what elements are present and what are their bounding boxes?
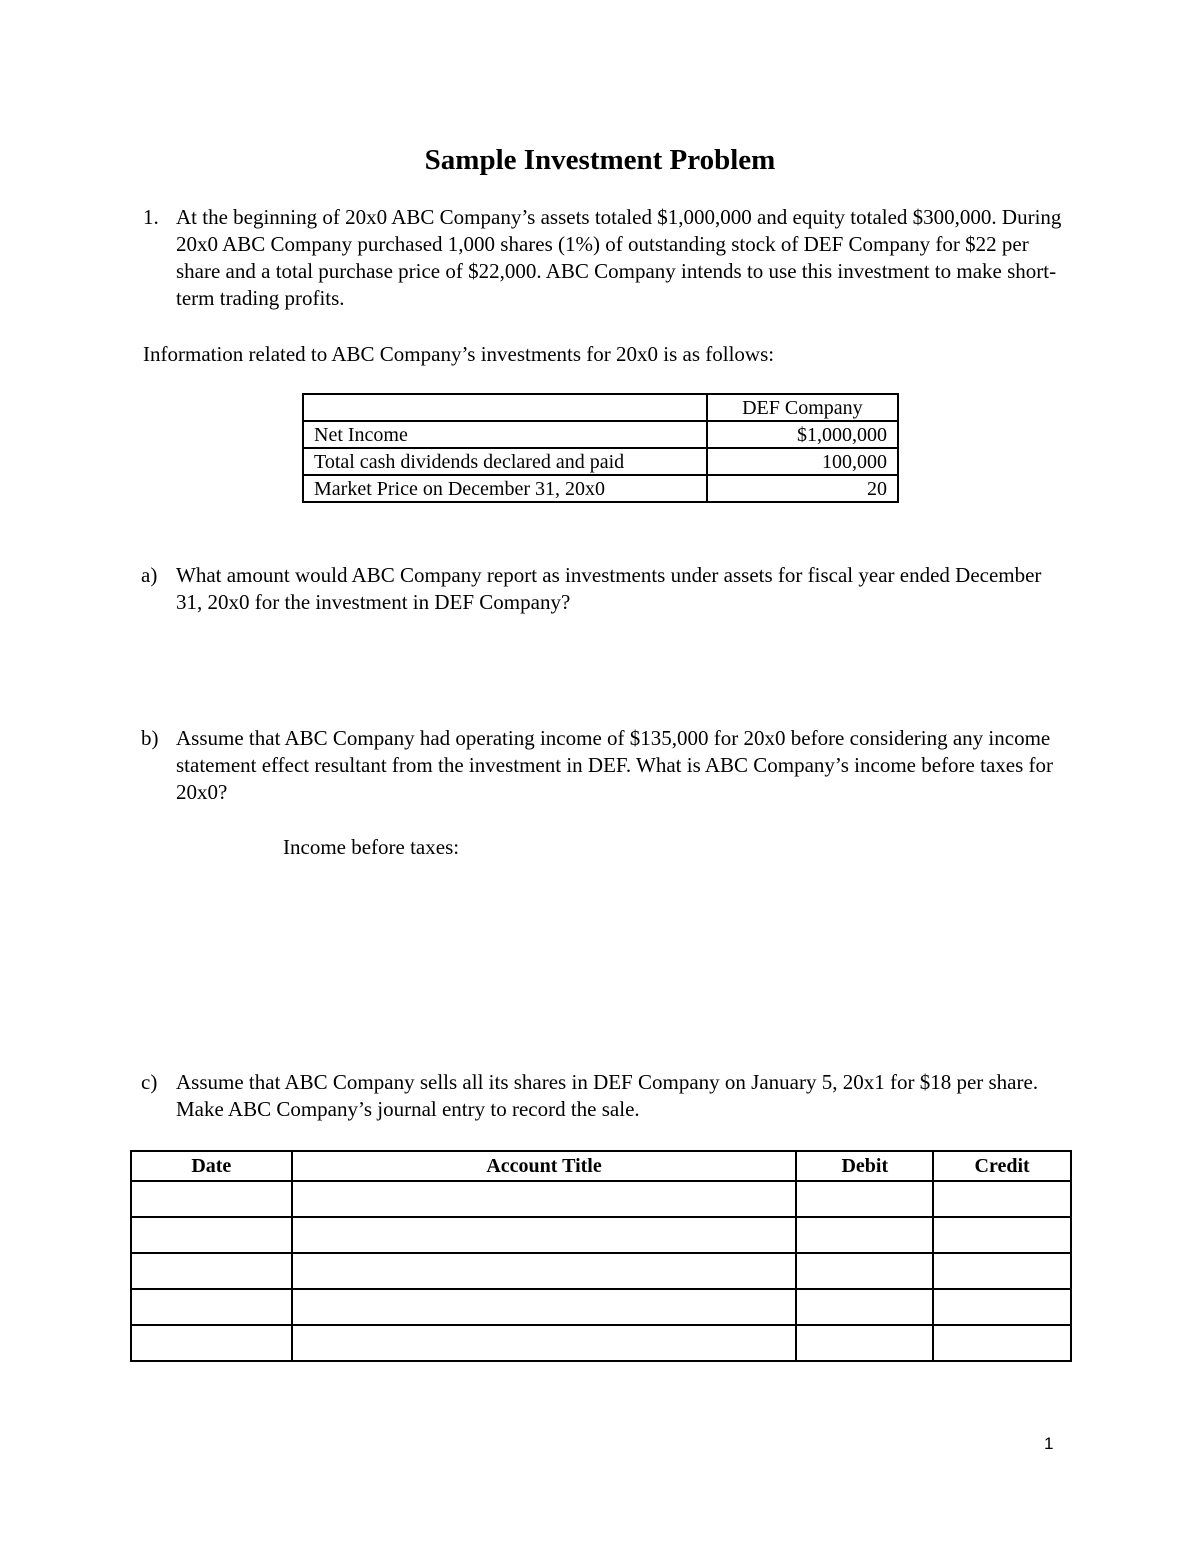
credit-column-header: Credit <box>933 1151 1071 1181</box>
date-cell[interactable] <box>131 1217 292 1253</box>
table-cell <box>303 394 707 421</box>
debit-cell[interactable] <box>796 1181 933 1217</box>
question-1-text: At the beginning of 20x0 ABC Company’s assets totaled $1,000,000 and equity totaled $300,000. During 20x0 ABC Company purchased 1,000 shares (1%) of outstanding stock of DEF Company for $22 per share and a total purchase price of $22,000. ABC Company intends to use this investment to make short-term trading profits. <box>176 205 1062 310</box>
debit-cell[interactable] <box>796 1325 933 1361</box>
account-cell[interactable] <box>292 1217 797 1253</box>
debit-cell[interactable] <box>796 1289 933 1325</box>
debit-cell[interactable] <box>796 1253 933 1289</box>
question-a-label: a) <box>141 563 158 587</box>
credit-cell[interactable] <box>933 1217 1071 1253</box>
journal-entry-table <box>130 1150 1072 1362</box>
question-b-label: b) <box>141 726 159 750</box>
date-cell[interactable] <box>131 1181 292 1217</box>
row-label: Net Income <box>303 421 707 448</box>
info-intro: Information related to ABC Company’s investments for 20x0 is as follows: <box>143 342 775 366</box>
question-c-text: Assume that ABC Company sells all its shares in DEF Company on January 5, 20x1 for $18 per share. Make ABC Company’s journal entry to record the sale. <box>176 1070 1039 1121</box>
date-cell[interactable] <box>131 1325 292 1361</box>
credit-cell[interactable] <box>933 1253 1071 1289</box>
table-row <box>131 1253 1071 1289</box>
table-row <box>303 421 898 448</box>
info-table <box>302 393 899 503</box>
row-value: $1,000,000 <box>707 421 898 448</box>
debit-column-header: Debit <box>796 1151 933 1181</box>
account-cell[interactable] <box>292 1289 797 1325</box>
question-b-text: Assume that ABC Company had operating income of $135,000 for 20x0 before considering any income statement effect resultant from the investment in DEF. What is ABC Company’s income before taxes for 20x0? <box>176 726 1054 804</box>
row-value: 100,000 <box>707 448 898 475</box>
income-before-taxes-label: Income before taxes: <box>283 835 460 859</box>
table-row <box>303 448 898 475</box>
debit-cell[interactable] <box>796 1217 933 1253</box>
page-number: 1 <box>1044 1434 1054 1453</box>
date-column-header: Date <box>131 1151 292 1181</box>
credit-cell[interactable] <box>933 1325 1071 1361</box>
credit-cell[interactable] <box>933 1289 1071 1325</box>
account-cell[interactable] <box>292 1181 797 1217</box>
account-title-column-header: Account Title <box>292 1151 797 1181</box>
question-a-text: What amount would ABC Company report as investments under assets for fiscal year ended December 31, 20x0 for the investment in DEF Company? <box>176 563 1042 614</box>
table-row <box>131 1289 1071 1325</box>
account-cell[interactable] <box>292 1253 797 1289</box>
table-row <box>131 1217 1071 1253</box>
page-title: Sample Investment Problem <box>424 144 776 176</box>
row-value: 20 <box>707 475 898 502</box>
table-row <box>303 394 898 421</box>
column-header: DEF Company <box>707 394 898 421</box>
account-cell[interactable] <box>292 1325 797 1361</box>
question-1-number: 1. <box>143 205 159 229</box>
credit-cell[interactable] <box>933 1181 1071 1217</box>
table-row <box>131 1325 1071 1361</box>
question-c-label: c) <box>141 1070 158 1094</box>
row-label: Total cash dividends declared and paid <box>303 448 707 475</box>
date-cell[interactable] <box>131 1253 292 1289</box>
row-label: Market Price on December 31, 20x0 <box>303 475 707 502</box>
date-cell[interactable] <box>131 1289 292 1325</box>
table-row <box>303 475 898 502</box>
table-row <box>131 1181 1071 1217</box>
table-header-row <box>131 1151 1071 1181</box>
